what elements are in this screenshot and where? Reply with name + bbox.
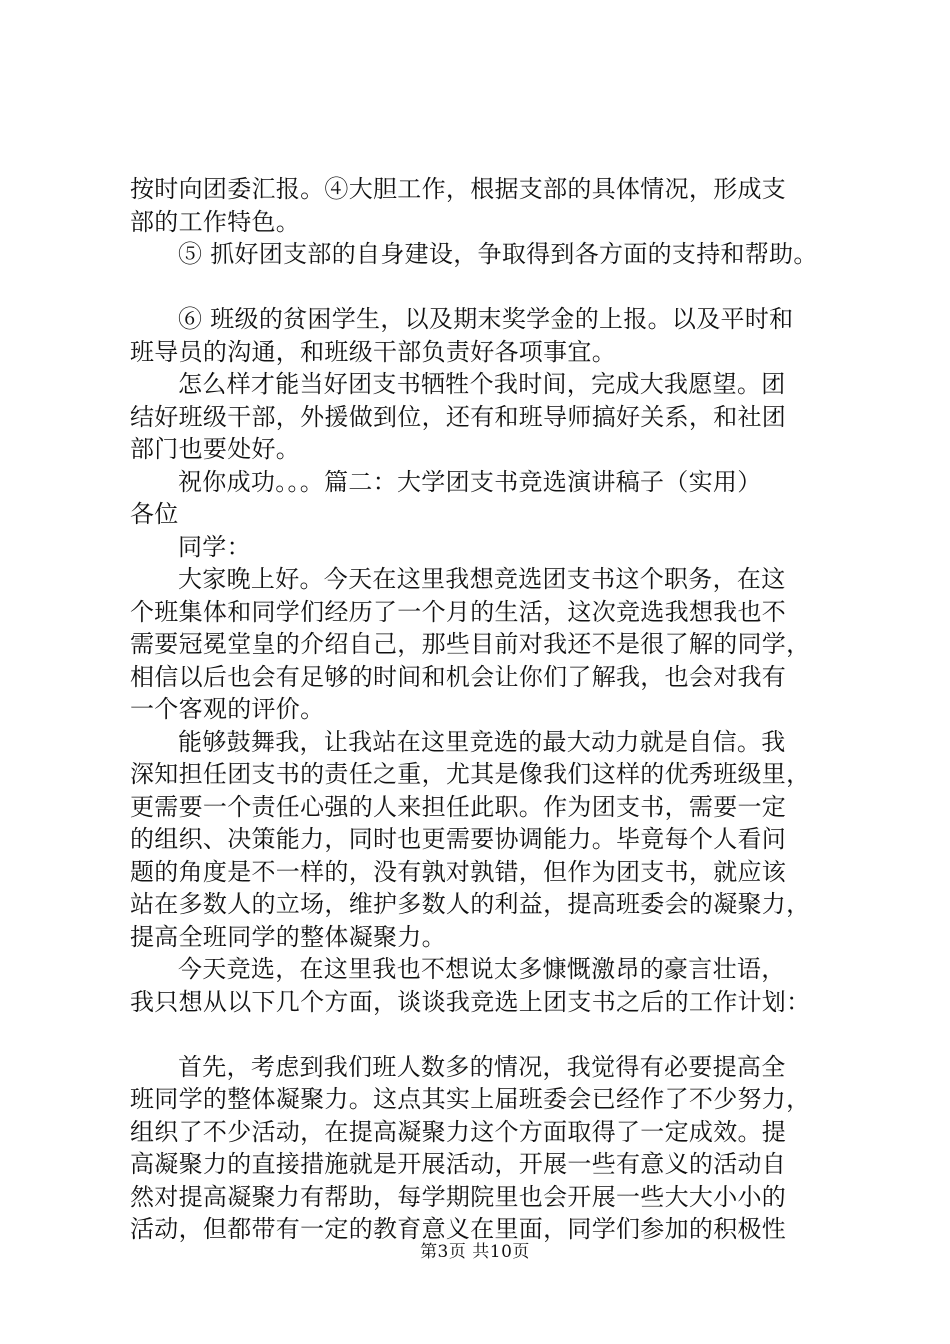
text-line: 相信以后也会有足够的时间和机会让你们了解我，也会对我有 [130, 662, 787, 691]
text-line: 班导员的沟通，和班级干部负责好各项事宜。 [130, 337, 616, 366]
text-line: 同学： [178, 532, 251, 561]
text-line: 更需要一个责任心强的人来担任此职。作为团支书，需要一定 [130, 792, 787, 821]
text-line: 组织了不少活动，在提高凝聚力这个方面取得了一定成效。提 [130, 1117, 787, 1146]
text-line: 站在多数人的立场，维护多数人的利益，提高班委会的凝聚力， [130, 890, 811, 918]
text-line: 各位 [130, 500, 179, 528]
text-line: 大家晚上好。今天在这里我想竞选团支书这个职务，在这 [178, 565, 786, 593]
text-line: 深知担任团支书的责任之重，尤其是像我们这样的优秀班级里， [130, 760, 811, 788]
text-line: 题的角度是不一样的，没有孰对孰错，但作为团支书，就应该 [130, 857, 787, 886]
text-line: ⑥ 班级的贫困学生，以及期末奖学金的上报。以及平时和 [178, 305, 794, 333]
text-line: ⑤ 抓好团支部的自身建设，争取得到各方面的支持和帮助。 [178, 240, 818, 268]
text-line: 需要冠冕堂皇的介绍自己，那些目前对我还不是很了解的同学， [130, 630, 811, 658]
text-line: 能够鼓舞我，让我站在这里竞选的最大动力就是自信。我 [178, 727, 786, 756]
text-line: 然对提高凝聚力有帮助，每学期院里也会开展一些大大小小的 [130, 1182, 787, 1211]
text-line: 我只想从以下几个方面，谈谈我竞选上团支书之后的工作计划： [130, 987, 811, 1016]
text-line: 首先，考虑到我们班人数多的情况，我觉得有必要提高全 [178, 1052, 786, 1081]
text-line: 今天竞选，在这里我也不想说太多慷慨激昂的豪言壮语， [178, 955, 786, 983]
text-line: 怎么样才能当好团支书牺牲个我时间，完成大我愿望。团 [178, 370, 786, 398]
text-line: 提高全班同学的整体凝聚力。 [130, 922, 446, 951]
text-line: 部的工作特色。 [130, 207, 301, 236]
blank-line [130, 1018, 845, 1051]
text-line: 班同学的整体凝聚力。这点其实上届班委会已经作了不少努力， [130, 1085, 811, 1113]
text-line: 活动，但都带有一定的教育意义在里面，同学们参加的积极性 [130, 1215, 787, 1243]
text-line: 一个客观的评价。 [130, 695, 325, 723]
text-line: 按时向团委汇报。④大胆工作，根据支部的具体情况，形成支 [130, 175, 787, 203]
text-line: 部门也要处好。 [130, 435, 301, 463]
text-line: 的组织、决策能力，同时也更需要协调能力。毕竟每个人看问 [130, 825, 787, 853]
text-line: 高凝聚力的直接措施就是开展活动，开展一些有意义的活动自 [130, 1150, 787, 1178]
text-line: 祝你成功。。。篇二：大学团支书竞选演讲稿子（实用） [178, 467, 762, 496]
page-number-footer: 第3页 共10页 [420, 1242, 530, 1262]
text-line: 结好班级干部，外援做到位，还有和班导师搞好关系，和社团 [130, 402, 787, 431]
text-line: 个班集体和同学们经历了一个月的生活，这次竞选我想我也不 [130, 597, 787, 626]
document-body [130, 173, 845, 1246]
blank-line [130, 271, 845, 304]
